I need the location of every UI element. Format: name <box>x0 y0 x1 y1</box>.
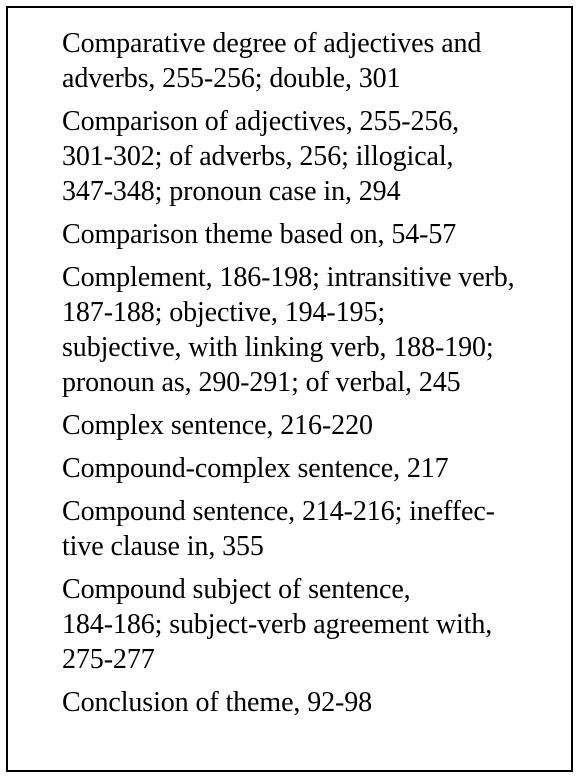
index-entry <box>62 260 577 400</box>
entry-line: 347-348; pronoun case in, 294 <box>62 176 401 207</box>
index-entry <box>62 572 577 677</box>
entry-line: Complex sentence, 216-220 <box>62 410 373 441</box>
index-entry <box>62 217 577 252</box>
entry-line: 275-277 <box>62 644 155 675</box>
index-entry <box>62 26 577 96</box>
entry-line: adverbs, 255-256; double, 301 <box>62 63 401 94</box>
entry-line: 187-188; objective, 194-195; <box>62 297 386 328</box>
entry-line: tive clause in, 355 <box>62 531 264 562</box>
index-entry <box>62 685 577 720</box>
entry-line: Compound-complex sentence, 217 <box>62 453 449 484</box>
entry-line: 301-302; of adverbs, 256; illogical, <box>62 141 454 172</box>
entry-line: subjective, with linking verb, 188-190; <box>62 332 494 363</box>
entry-line: Comparison theme based on, 54-57 <box>62 219 457 250</box>
index-entry-list <box>62 26 577 728</box>
entry-line: Complement, 186-198; intransitive verb, <box>62 262 515 293</box>
entry-line: Comparative degree of adjectives and <box>62 28 482 59</box>
index-entry <box>62 451 577 486</box>
index-entry <box>62 494 577 564</box>
index-entry <box>62 104 577 209</box>
entry-line: pronoun as, 290-291; of verbal, 245 <box>62 367 461 398</box>
entry-line: Comparison of adjectives, 255-256, <box>62 106 460 137</box>
entry-line: Compound subject of sentence, <box>62 574 411 605</box>
entry-line: Compound sentence, 214-216; ineffec- <box>62 496 495 527</box>
entry-line: 184-186; subject-verb agreement with, <box>62 609 493 640</box>
index-entry <box>62 408 577 443</box>
entry-line: Conclusion of theme, 92-98 <box>62 687 373 718</box>
